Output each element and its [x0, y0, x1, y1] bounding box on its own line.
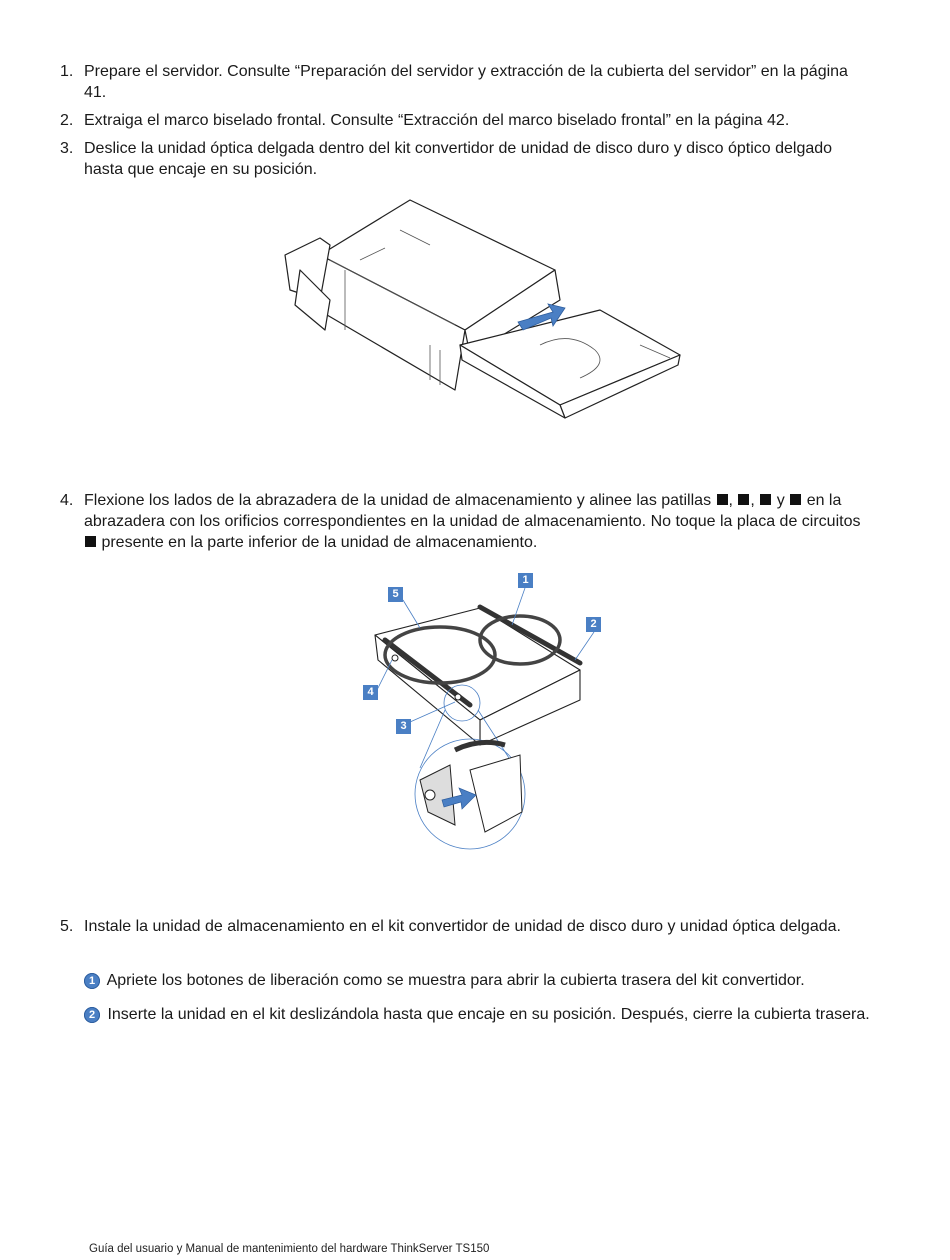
- substep-text: Inserte la unidad en el kit deslizándola hasta que encaje en su posición. Después, cierre la cubierta trasera.: [107, 1006, 870, 1023]
- step-text: Prepare el servidor. Consulte “Preparación del servidor y extracción de la cubierta del servidor” en la página 41.: [84, 63, 848, 101]
- callout-1: 1: [518, 573, 533, 588]
- substep-1: [84, 970, 874, 991]
- step-number: 5.: [60, 918, 74, 935]
- page-footer: Guía del usuario y Manual de mantenimiento del hardware ThinkServer TS150: [89, 1243, 490, 1255]
- step-4: 4. Flexione los lados de la abrazadera de la unidad de almacenamiento y alinee las patillas , , y en la abrazadera con los orificios correspondientes en la unidad de almacenamiento. No toque la placa de circuitos presente en la parte inferior de la unidad de almacenamiento.: [60, 492, 861, 551]
- callout-2: 2: [586, 617, 601, 632]
- step-text: Deslice la unidad óptica delgada dentro del kit convertidor de unidad de disco duro y disco óptico delgado hasta que encaje en su posición.: [84, 140, 833, 178]
- step-text: Flexione los lados de la abrazadera de la unidad de almacenamiento y alinee las patillas: [84, 492, 712, 509]
- step-number: 3.: [60, 140, 74, 157]
- substep-2: [84, 1004, 874, 1025]
- substep-text: Apriete los botones de liberación como se muestra para abrir la cubierta trasera del kit convertidor.: [106, 972, 805, 989]
- step-number: 2.: [60, 112, 74, 129]
- step-text: Instale la unidad de almacenamiento en el kit convertidor de unidad de disco duro y unidad óptica delgada.: [84, 918, 841, 935]
- step-marker-icon: 2: [84, 1007, 100, 1023]
- step-marker-icon: 1: [84, 973, 100, 989]
- step-number: 1.: [60, 63, 74, 80]
- callout-5: 5: [388, 587, 403, 602]
- step-text: Extraiga el marco biselado frontal. Consulte “Extracción del marco biselado frontal” en la página 42.: [84, 112, 790, 129]
- step-number: 4.: [60, 492, 74, 509]
- step-5: [60, 916, 870, 937]
- callout-3: 3: [396, 719, 411, 734]
- callout-4: 4: [363, 685, 378, 700]
